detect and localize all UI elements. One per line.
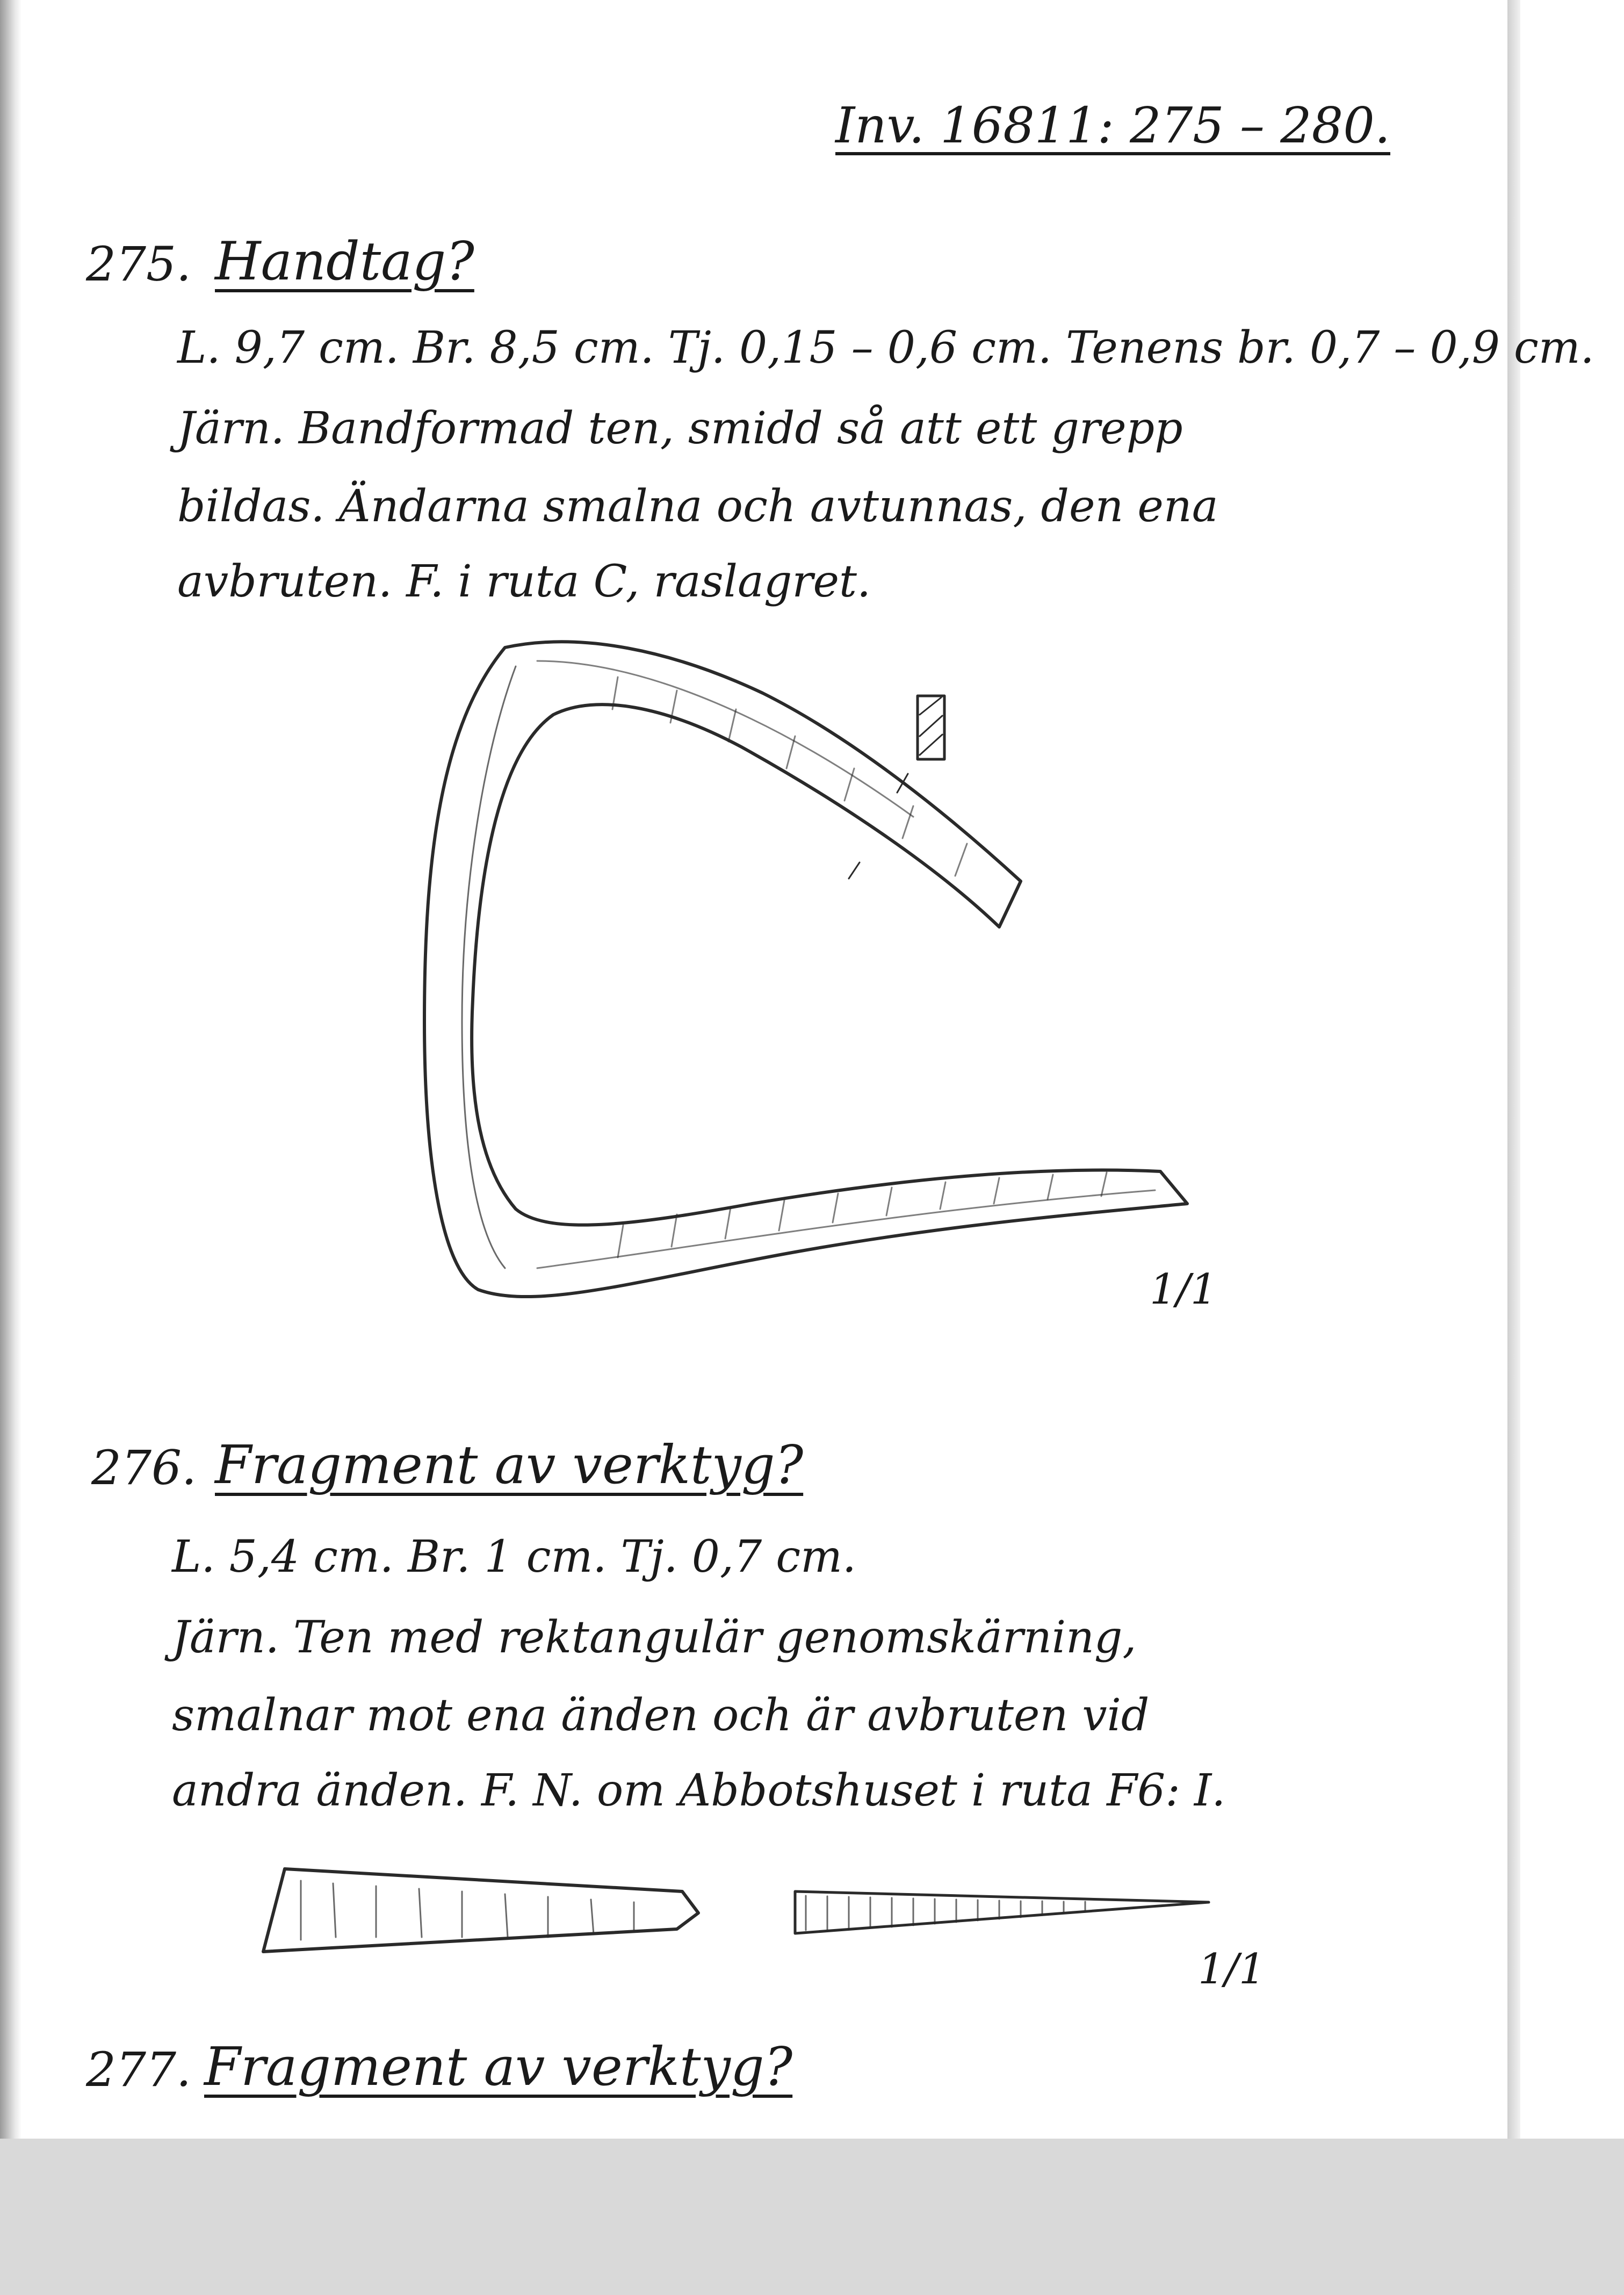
inventory-number: Inv. 16811: 275 – 280. [835, 97, 1390, 154]
entry-276-number: 276. [91, 1440, 197, 1495]
entry-275-scale: 1/1 [1150, 1265, 1217, 1314]
entry-277-number: 277. [86, 2042, 191, 2097]
entry-276-line-2: Järn. Ten med rektangulär genomskärning, [172, 1612, 1137, 1663]
entry-275-number: 275. [86, 236, 191, 292]
scan-background [0, 2139, 1624, 2295]
entry-276-scale: 1/1 [1198, 1945, 1266, 1994]
entry-275-title: Handtag? [215, 231, 474, 292]
entry-276-line-3: smalnar mot ena änden och är avbruten vid [172, 1690, 1150, 1741]
entry-276-line-1: L. 5,4 cm. Br. 1 cm. Tj. 0,7 cm. [172, 1531, 856, 1582]
entry-275-line-4: avbruten. F. i ruta C, raslagret. [177, 556, 871, 607]
entry-276-title: Fragment av verktyg? [215, 1435, 804, 1496]
entry-277-title: Fragment av verktyg? [204, 2037, 793, 2098]
entry-275-line-2: Järn. Bandformad ten, smidd så att ett grepp [177, 403, 1183, 454]
entry-275-line-3: bildas. Ändarna smalna och avtunnas, den ena [177, 481, 1218, 532]
entry-276-line-4: andra änden. F. N. om Abbotshuset i ruta F6: I. [172, 1765, 1226, 1816]
entry-275-line-1: L. 9,7 cm. Br. 8,5 cm. Tj. 0,15 – 0,6 cm. Tenens br. 0,7 – 0,9 cm. [177, 322, 1594, 373]
